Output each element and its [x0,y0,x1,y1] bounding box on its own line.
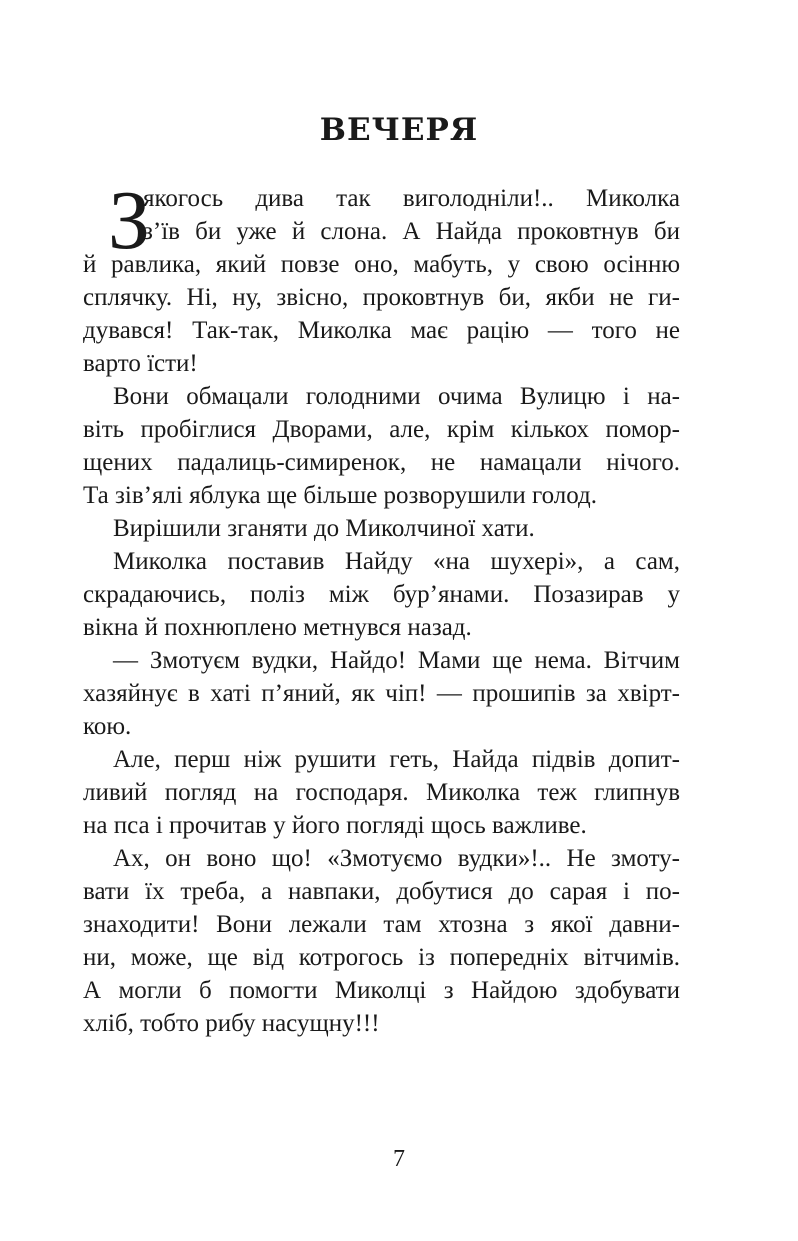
text-line: з’їв би уже й слона. А Найда проковтнув би [143,218,680,245]
text-line: — Змотуєм вудки, Найдо! Мами ще нема. Вітчим [113,647,680,674]
text-line: Миколка поставив Найду «на шухері», а сам, [113,548,680,575]
text-line: Та зів’ялі яблука ще більше розворушили голод. [83,482,597,509]
text-line: щених падалиць-симиренок, не намацали нічого. [83,449,680,476]
chapter-title: ВЕЧЕРЯ [319,112,479,148]
text-line: варто їсти! [83,350,198,377]
text-line: ливий погляд на господаря. Миколка теж глипнув [83,779,680,806]
text-line: хазяйнує в хаті п’яний, як чіп! — прошипів за хвірт- [83,680,680,707]
text-line: віть пробіглися Дворами, але, крім кількох помор- [83,416,680,443]
text-line: Вирішили зганяти до Миколчиної хати. [113,515,535,542]
text-line: Вони обмацали голодними очима Вулицю і на- [113,383,680,410]
text-line: якогось дива так виголодніли!.. Миколка [143,185,680,212]
text-line: й равлика, який повзе оно, мабуть, у свою осінню [83,251,680,278]
text-line: кою. [83,713,132,740]
text-line: хліб, тобто рибу насущну!!! [83,1010,380,1037]
text-line: ни, може, ще від котрогось із попередніх вітчимів. [83,944,680,971]
text-line: сплячку. Ні, ну, звісно, проковтнув би, якби не ги- [83,284,680,311]
text-line: на пса і прочитав у його погляді щось важливе. [83,812,587,839]
page-number: 7 [393,1146,405,1172]
text-line: знаходити! Вони лежали там хтозна з якої давни- [83,911,680,938]
text-line: вікна й похнюплено метнувся назад. [83,614,472,641]
body-text [83,174,680,1040]
text-line: вати їх треба, а навпаки, добутися до сарая і по- [83,878,680,905]
drop-cap-letter: З [108,174,151,267]
text-line: дувався! Так-так, Миколка має рацію — того не [83,317,680,344]
text-line: А могли б помогти Миколці з Найдою здобувати [83,977,680,1004]
text-line: Але, перш ніж рушити геть, Найда підвів допит- [113,746,680,773]
text-line: скрадаючись, поліз між бур’янами. Позазирав у [83,581,680,608]
text-line: Ах, он воно що! «Змотуємо вудки»!.. Не змоту- [113,845,680,872]
